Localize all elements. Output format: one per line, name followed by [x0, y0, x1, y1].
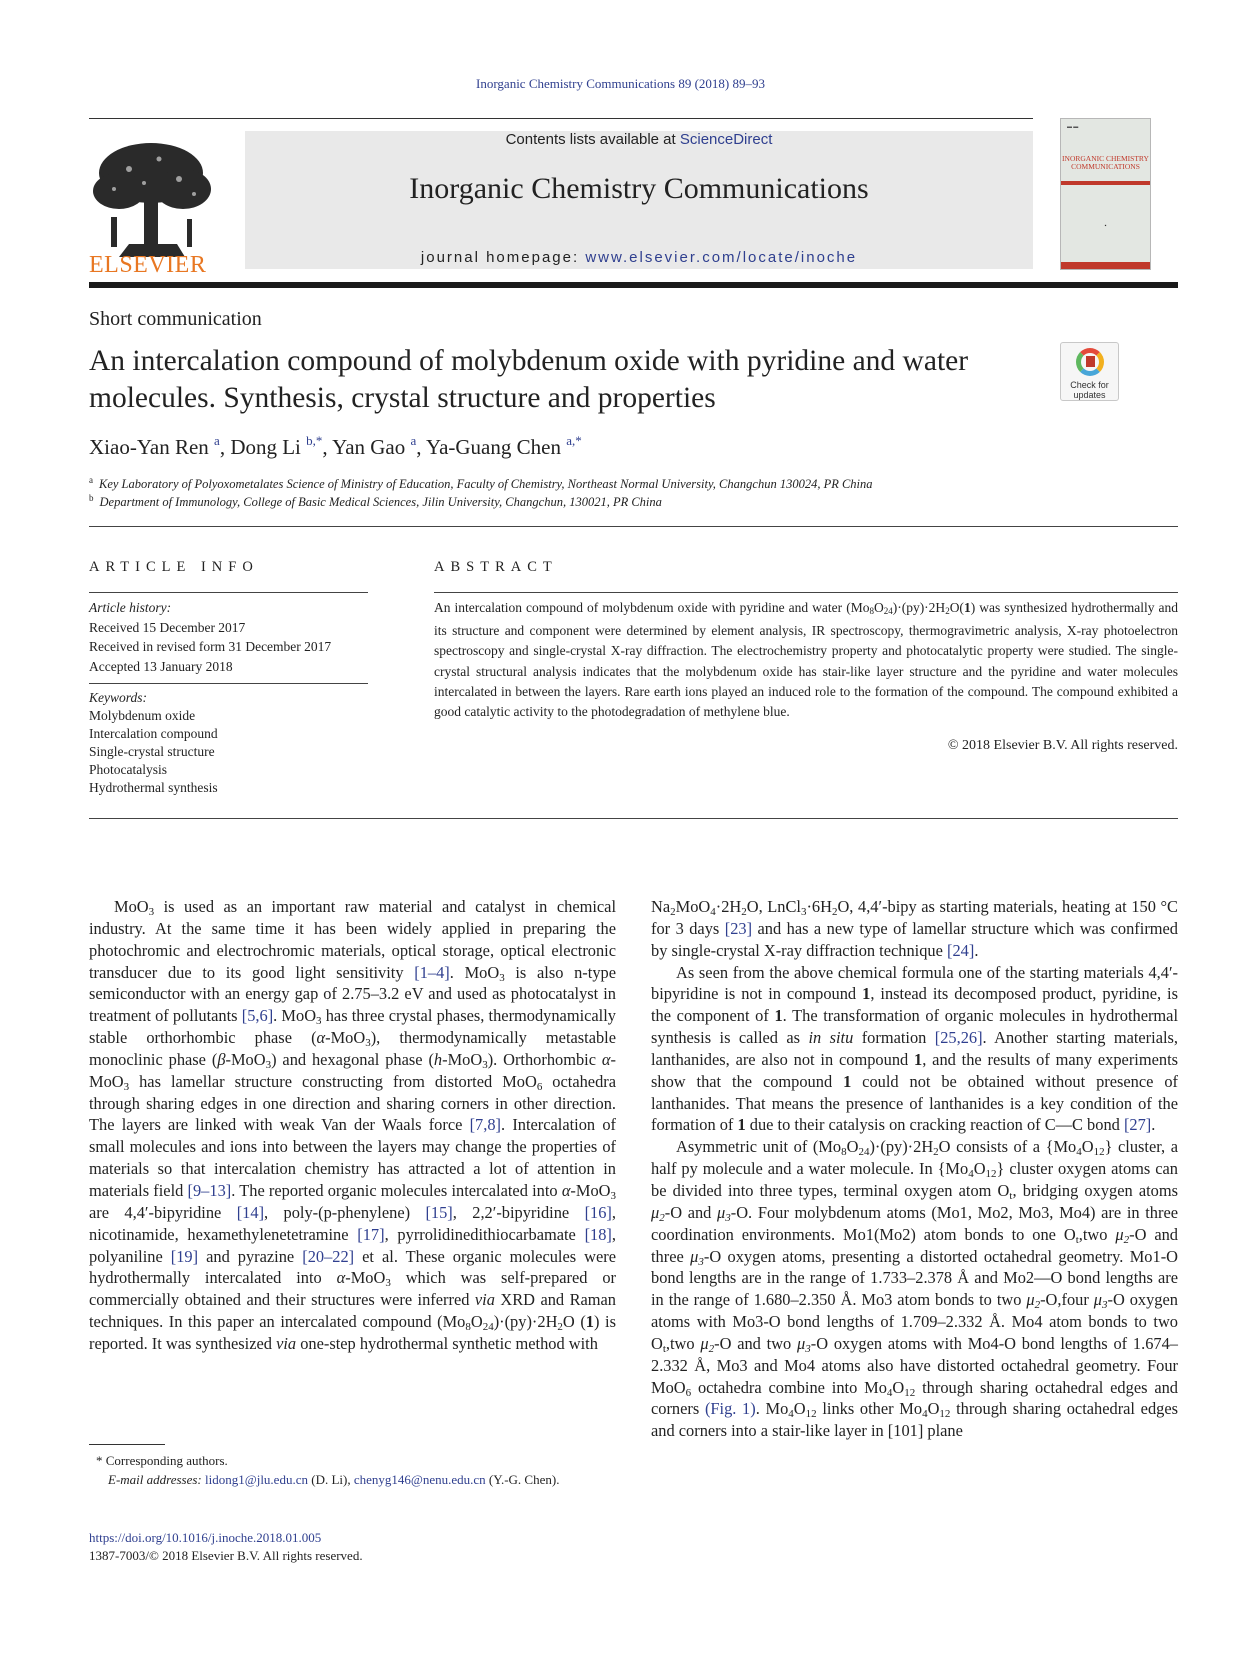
- body-column-right: [651, 896, 1178, 1442]
- keyword: Molybdenum oxide: [89, 708, 196, 723]
- issn-copyright: 1387-7003/© 2018 Elsevier B.V. All rights reserved.: [89, 1548, 363, 1563]
- bookmark-icon: [1086, 356, 1095, 367]
- elsevier-wordmark: ELSEVIER: [89, 252, 207, 278]
- author-name: Dong Li: [230, 435, 301, 459]
- journal-reference[interactable]: Inorganic Chemistry Communications 89 (2018) 89–93: [476, 76, 765, 91]
- email-link[interactable]: lidong1@jlu.edu.cn: [205, 1472, 308, 1487]
- contents-available-line: [245, 131, 1033, 148]
- journal-cover-thumbnail: [1060, 118, 1151, 270]
- author-affil-marker[interactable]: a: [214, 433, 220, 448]
- check-for-updates-label: Check for updates: [1070, 380, 1109, 400]
- author-list: Xiao-Yan Ren $^a$, Dong Li $^{b,*}$, Yan Gao $^a$, Ya-Guang Chen $^{a,*}$: [89, 433, 582, 459]
- article-history: [89, 598, 331, 676]
- keywords-label: Keywords:: [89, 690, 147, 705]
- body-paragraph: As seen from the above chemical formula one of the starting materials 4,4′-bipyridine is not in compound 1, instead its decomposed product, pyridine, is the component of 1. The transformation of organic molecules in hydrothermal synthesis is called as in situ formation [25,26]. Another starting materials, lanthanides, are also not in compound 1, and the results of many experiments show that the compound 1 could not be obtained without presence of lanthanides. That means the presence of lanthanides is a key condition of the formation of 1 due to their catalysis on cracking reaction of C—C bond [27].: [651, 962, 1179, 1135]
- cover-footer-band: [1061, 262, 1150, 269]
- citation-link[interactable]: [20–22]: [302, 1246, 355, 1266]
- author-name: Ya-Guang Chen: [426, 435, 561, 459]
- citation-link[interactable]: [1–4]: [414, 962, 450, 982]
- section-divider: [89, 526, 1178, 527]
- body-column-left: [89, 896, 616, 1355]
- abstract-heading: ABSTRACT: [434, 559, 558, 575]
- corresponding-author-footnote: [96, 1451, 559, 1489]
- footnote-rule: [89, 1444, 165, 1445]
- email-label: E-mail addresses:: [108, 1472, 202, 1487]
- affiliation-a: [89, 475, 873, 492]
- author-affil-marker[interactable]: a,*: [566, 433, 582, 448]
- footnote-line: * Corresponding authors.: [96, 1453, 228, 1468]
- contents-prefix: Contents lists available at: [505, 131, 680, 148]
- article-info-heading: ARTICLE INFO: [89, 559, 259, 575]
- author-affil-marker[interactable]: b,*: [306, 433, 323, 448]
- keyword: Hydrothermal synthesis: [89, 780, 218, 795]
- affiliation-text: Key Laboratory of Polyoxometalates Science of Ministry of Education, Faculty of Chemistry, Northeast Normal University, Changchun 130024, PR China: [99, 477, 873, 491]
- figure-link[interactable]: (Fig. 1): [704, 1399, 756, 1419]
- citation-link[interactable]: [19]: [170, 1246, 199, 1266]
- email-owner: (Y.-G. Chen).: [488, 1472, 560, 1487]
- citation-link[interactable]: [27]: [1123, 1115, 1152, 1135]
- abstract-rule: [434, 592, 1178, 593]
- keyword: Single-crystal structure: [89, 744, 215, 759]
- article-info-rule: [89, 592, 368, 593]
- author-affil-marker[interactable]: a: [410, 433, 417, 448]
- keyword: Intercalation compound: [89, 726, 218, 741]
- affiliation-marker: b: [89, 493, 94, 503]
- corresponding-label: Corresponding authors.: [105, 1453, 228, 1468]
- citation-link[interactable]: [24]: [947, 940, 975, 960]
- citation-link[interactable]: [14]: [236, 1202, 265, 1222]
- body-paragraph: MoO$_3$ is used as an important raw material and catalyst in chemical industry. At the same time it has been widely applied in preparing the photochromic and electrochromic materials, optical storage, optical electronic transducer due to its good light sensitivity [1–4]. MoO$_3$ is also n-type semiconductor with an energy gap of 2.75–3.2 eV and used as photocatalyst in treatment of pollutants [5,6]. MoO$_3$ has three crystal phases, thermodynamically stable orthorhombic phase (α-MoO$_3$), thermodynamically metastable monoclinic phase (β-MoO$_3$) and hexagonal phase (h-MoO$_3$). Orthorhombic α-MoO$_3$ has lamellar structure constructing from distorted MoO$_6$ octahedra through sharing edges in one direction and sharing corners in other direction. The layers are linked with weak Van der Waals force [7,8]. Intercalation of small molecules and ions into between the layers may change the properties of materials so that intercalation chemistry has attracted a lot of attention in materials field [9–13]. The reported organic molecules intercalated into α-MoO$_3$ are 4,4′-bipyridine [14], poly-(p-phenylene) [15], 2,2′-bipyridine [16], nicotinamide, hexamethylenetetramine [17], pyrrolidinedithiocarbamate [18], polyaniline [19] and pyrazine [20–22] et al. These organic molecules were hydrothermally intercalated into α-MoO$_3$ which was self-prepared or commercially obtained and their structures were inferred via XRD and Raman techniques. In this paper an intercalated compound $(Mo_8O_{24})\cdot(py)\cdot 2H_2O$ (1) is reported. It was synthesized via one-step hydrothermal synthetic method with: [89, 897, 617, 1353]
- email-owner: (D. Li),: [311, 1472, 351, 1487]
- article-title: An intercalation compound of molybdenum oxide with pyridine and water molecules. Synthesis, crystal structure and properties: [89, 345, 969, 414]
- affiliation-text: Department of Immunology, College of Basic Medical Sciences, Jilin University, Changchun, 130021, PR China: [99, 495, 662, 509]
- received-date: Received 15 December 2017: [89, 619, 246, 635]
- check-for-updates-badge[interactable]: [1060, 342, 1119, 401]
- cover-title: INORGANIC CHEMISTRY COMMUNICATIONS: [1062, 154, 1149, 171]
- citation-link[interactable]: [18]: [584, 1224, 612, 1244]
- journal-title: Inorganic Chemistry Communications: [409, 172, 869, 205]
- accepted-date: Accepted 13 January 2018: [89, 658, 233, 674]
- revised-date: Received in revised form 31 December 2017: [89, 639, 332, 654]
- citation-link[interactable]: [7,8]: [469, 1115, 501, 1135]
- cover-masthead: ▬ ▬: [1067, 125, 1079, 130]
- cover-sciencedirect: ▪: [1104, 224, 1107, 229]
- journal-homepage-line: [245, 249, 1033, 266]
- citation-link[interactable]: [25,26]: [934, 1028, 983, 1048]
- abstract-text: An intercalation compound of molybdenum oxide with pyridine and water $(Mo_8O_{24})\cdot(py)\cdot 2H_2O(1)$ was synthesized hydrothermally and its structure and component were determined by element analysis, IR spectroscopy, thermogravimetric analysis, X-ray photoelectron spectroscopy and single-crystal X-ray diffraction. The electrochemistry property and photocatalytic property were studied. The single-crystal structural analysis indicates that the molybdenum oxide has stair-like layer structure and the pyridine and water molecules intercalated in between the layers. Rare earth ions played an induced role to the formation of the compound. The compound exhibited a good catalytic activity to the photodegradation of methylene blue.: [434, 600, 1178, 720]
- footnote-emails: [96, 1470, 559, 1489]
- cover-band: [1061, 181, 1150, 185]
- affiliation-b: [89, 493, 662, 510]
- citation-link[interactable]: [9–13]: [187, 1180, 232, 1200]
- header-divider: [89, 118, 1033, 119]
- author-name: Yan Gao: [332, 435, 406, 459]
- keywords-block: [89, 689, 218, 797]
- sciencedirect-link[interactable]: ScienceDirect: [679, 131, 773, 148]
- keywords-rule: [89, 683, 368, 684]
- section-divider: [89, 818, 1178, 819]
- citation-link[interactable]: [16]: [584, 1202, 612, 1222]
- body-paragraph: Asymmetric unit of $(Mo_8O_{24})\cdot(py)\cdot 2H_2O$ consists of a $\{Mo_4O_{12}\}$ cluster, a half py molecule and a water molecule. In $\{Mo_4O_{12}\}$ cluster oxygen atoms can be divided into three types, terminal oxygen atom $O_t$, bridging oxygen atoms $\mu_2-O$ and $\mu_3-O$. Four molybdenum atoms (Mo1, Mo2, Mo3, Mo4) are in three coordination environments. Mo1(Mo2) atom bonds to one $O_t,two$ $\mu_2-O$ and three $\mu_3-O$ oxygen atoms, presenting a distorted octahedral geometry. Mo1-O bond lengths are in the range of 1.733–2.378 Å and Mo2—O bond lengths are in the range of 1.680–2.350 Å. Mo3 atom bonds to two $\mu_2-O,four$ $\mu_3-O$ oxygen atoms with Mo3-O bond lengths of 1.709–2.332 Å. Mo4 atom bonds to two $O_t,two$ $\mu_2-O$ and two $\mu_3-O$ oxygen atoms with Mo4-O bond lengths of 1.674–2.332 Å, Mo3 and Mo4 atoms also have distorted octahedral geometry. Four MoO$_6$ octahedra combine into $Mo_4O_{12}$ through sharing octahedral edges and corners (Fig. 1). $Mo_4O_{12}$ links other $Mo_4O_{12}$ through sharing octahedral edges and corners into a stair-like layer in [101] plane: [651, 1137, 1179, 1441]
- citation-link[interactable]: [5,6]: [241, 1006, 274, 1026]
- citation-link[interactable]: [23]: [724, 918, 753, 938]
- homepage-prefix: journal homepage:: [420, 249, 586, 266]
- affiliation-marker: a: [89, 475, 93, 485]
- email-link[interactable]: chenyg146@nenu.edu.cn: [353, 1472, 486, 1487]
- elsevier-tree-logo: [89, 128, 217, 270]
- homepage-link[interactable]: www.elsevier.com/locate/inoche: [585, 249, 858, 266]
- abstract-copyright: © 2018 Elsevier B.V. All rights reserved.: [947, 738, 1178, 753]
- article-type: Short communication: [89, 308, 262, 330]
- history-label: Article history:: [89, 600, 172, 615]
- header-thick-rule: [89, 282, 1178, 288]
- citation-link[interactable]: [17]: [357, 1224, 385, 1244]
- keyword: Photocatalysis: [89, 762, 167, 777]
- doi-link[interactable]: https://doi.org/10.1016/j.inoche.2018.01.005: [89, 1530, 322, 1545]
- author-name: Xiao-Yan Ren: [89, 435, 209, 459]
- citation-link[interactable]: [15]: [425, 1202, 453, 1222]
- body-paragraph: $Na_2MoO_4\cdot 2H_2O$, $LnCl_3\cdot 6H_2O$, 4,4′-bipy as starting materials, heating at 150 °C for 3 days [23] and has a new type of lamellar structure which was confirmed by single-crystal X-ray diffraction technique [24].: [651, 897, 1178, 960]
